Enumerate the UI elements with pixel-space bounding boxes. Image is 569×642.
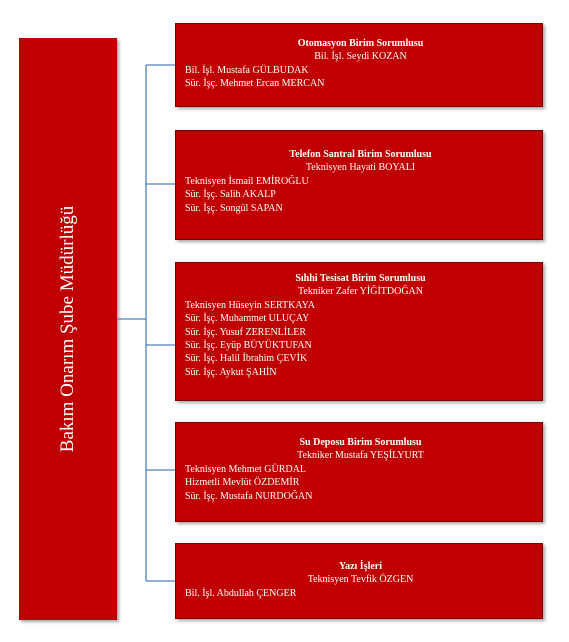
unit-member: Sür. İşç. Eyüp BÜYÜKTUFAN — [185, 340, 312, 352]
unit-box-sihhi-tesisat — [175, 262, 543, 401]
unit-member: Sür. İşç. Yusuf ZERENLİLER — [185, 326, 307, 338]
unit-lead: Bil. İşl. Seydi KOZAN — [314, 51, 407, 63]
unit-member: Sür. İşç. Mustafa NURDOĞAN — [185, 490, 313, 502]
unit-box-otomasyon — [175, 23, 543, 107]
unit-title: Otomasyon Birim Sorumlusu — [297, 38, 424, 49]
unit-lead: Teknisyen Tevfik ÖZGEN — [307, 574, 414, 586]
unit-member: Teknisyen Mehmet GÜRDAL — [185, 463, 306, 475]
root-department-box — [19, 38, 117, 620]
unit-box-su-deposu — [175, 422, 543, 522]
unit-title: Yazı İşleri — [338, 561, 383, 572]
unit-box-telefon-santral — [175, 130, 543, 240]
root-department-label: Bakım Onarım Şube Müdürlüğü — [57, 205, 78, 453]
unit-member: Teknisyen İsmail EMİROĞLU — [185, 175, 309, 187]
unit-lead: Tekniker Mustafa YEŞİLYURT — [297, 450, 424, 462]
unit-title: Telefon Santral Birim Sorumlusu — [289, 149, 432, 160]
unit-title: Su Deposu Birim Sorumlusu — [299, 437, 422, 448]
unit-member: Bil. İşl. Mustafa GÜLBUDAK — [185, 64, 309, 76]
unit-lead: Tekniker Zafer YİĞİTDOĞAN — [298, 286, 423, 298]
unit-member: Sür. İşç. Salih AKALP — [185, 189, 276, 201]
unit-member: Sür. İşç. Halil İbrahim ÇEVİK — [185, 353, 308, 365]
unit-member: Sür. İşç. Mehmet Ercan MERCAN — [185, 78, 325, 90]
unit-member: Bil. İşl. Abdullah ÇENGER — [185, 587, 297, 599]
unit-lead: Teknisyen Hayati BOYALI — [305, 162, 416, 174]
unit-member: Sür. İşç. Muhammet ULUÇAY — [185, 313, 310, 325]
unit-member: Sür. İşç. Songül SAPAN — [185, 202, 283, 214]
unit-title: Sıhhi Tesisat Birim Sorumlusu — [295, 273, 426, 284]
unit-member: Teknisyen Hüseyin SERTKAYA — [185, 299, 315, 311]
unit-member: Hizmetli Mevlüt ÖZDEMİR — [185, 477, 300, 489]
unit-box-yazi-isleri — [175, 543, 543, 619]
unit-member: Sür. İşç. Aykut ŞAHİN — [185, 366, 277, 378]
